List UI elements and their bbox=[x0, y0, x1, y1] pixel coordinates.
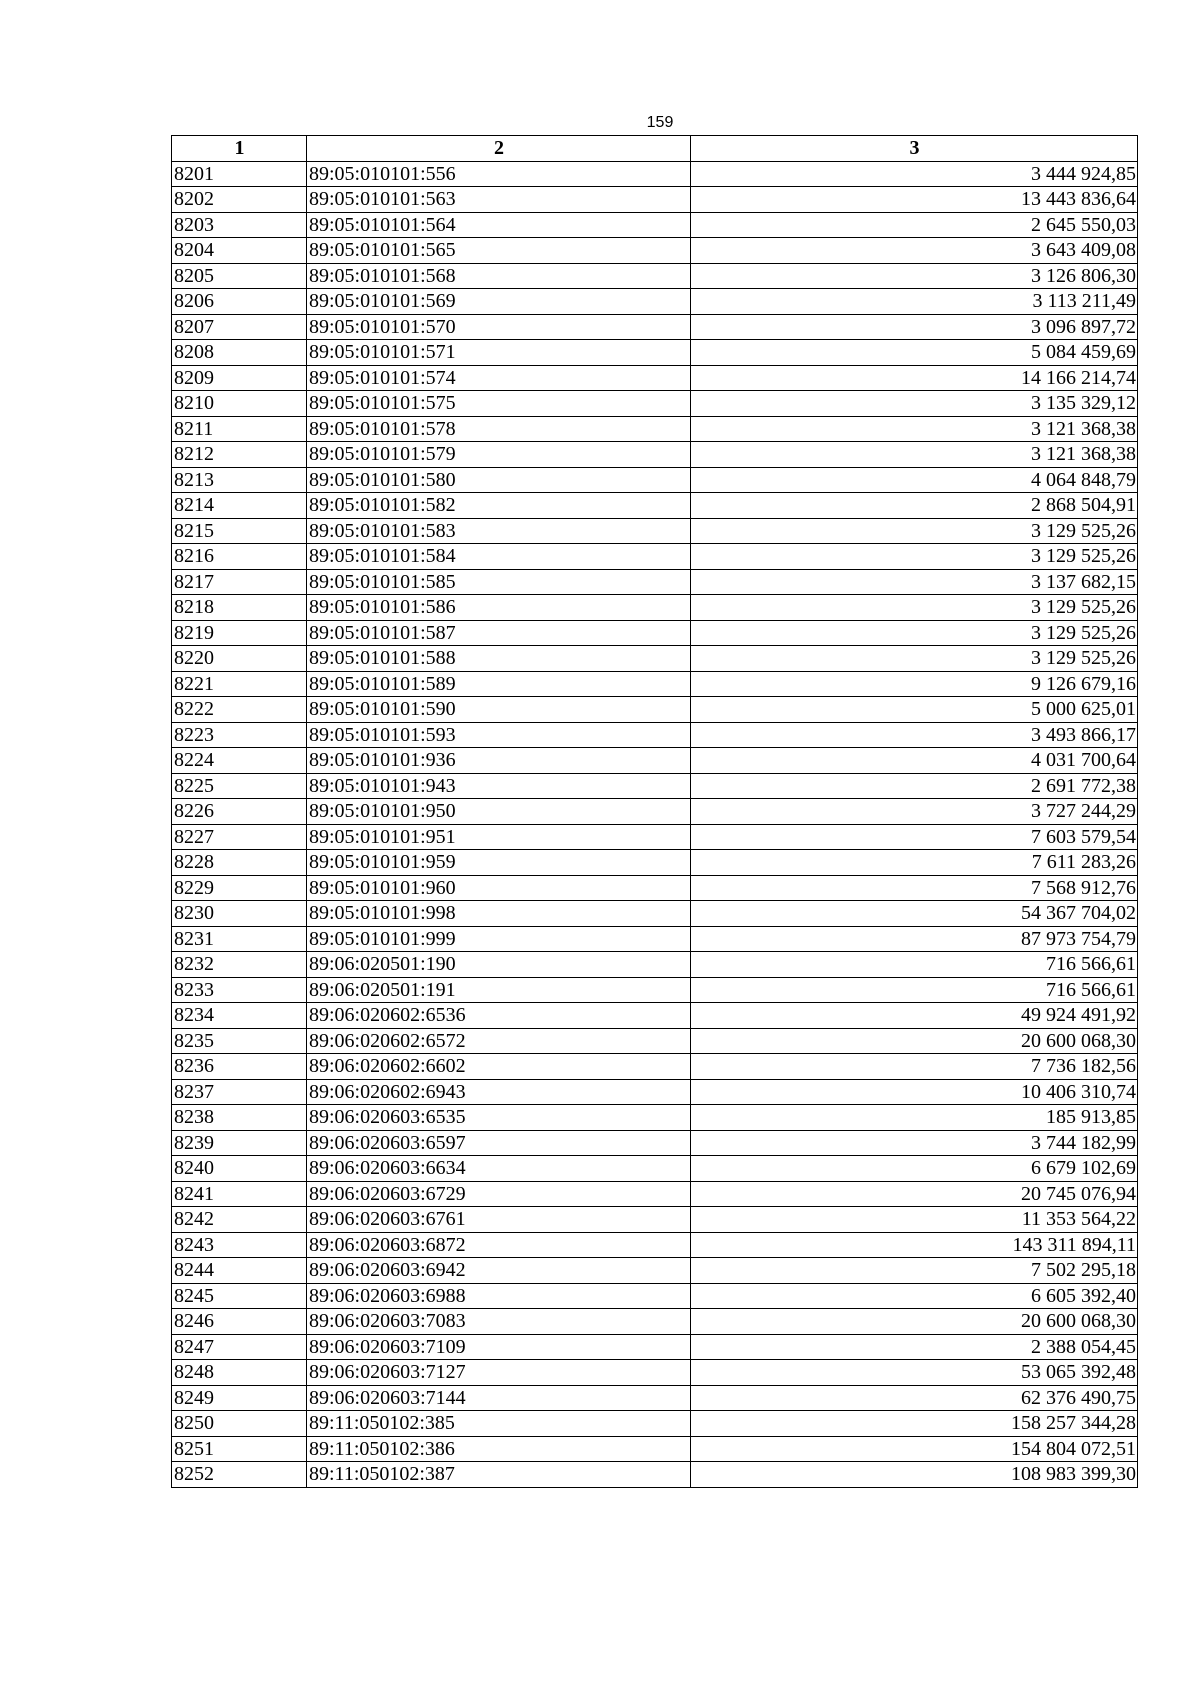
cadastral-number-cell: 89:05:010101:959 bbox=[307, 850, 691, 876]
cadastral-number-cell: 89:05:010101:569 bbox=[307, 289, 691, 315]
cadastral-number-cell: 89:05:010101:950 bbox=[307, 799, 691, 825]
value-cell: 2 868 504,91 bbox=[691, 493, 1138, 519]
table-row bbox=[172, 1130, 1138, 1156]
row-number-cell: 8210 bbox=[172, 391, 307, 417]
value-cell: 20 600 068,30 bbox=[691, 1309, 1138, 1335]
row-number-cell: 8227 bbox=[172, 824, 307, 850]
table-row bbox=[172, 1462, 1138, 1488]
table-row bbox=[172, 212, 1138, 238]
row-number-cell: 8252 bbox=[172, 1462, 307, 1488]
table-row bbox=[172, 671, 1138, 697]
row-number-cell: 8245 bbox=[172, 1283, 307, 1309]
table-header bbox=[172, 136, 1138, 162]
table-row bbox=[172, 595, 1138, 621]
cadastral-number-cell: 89:06:020603:6942 bbox=[307, 1258, 691, 1284]
value-cell: 3 121 368,38 bbox=[691, 442, 1138, 468]
table-row bbox=[172, 467, 1138, 493]
row-number-cell: 8229 bbox=[172, 875, 307, 901]
cadastral-number-cell: 89:05:010101:582 bbox=[307, 493, 691, 519]
value-cell: 14 166 214,74 bbox=[691, 365, 1138, 391]
cadastral-number-cell: 89:06:020501:190 bbox=[307, 952, 691, 978]
table-row bbox=[172, 875, 1138, 901]
cadastral-number-cell: 89:06:020603:6634 bbox=[307, 1156, 691, 1182]
column-header-2: 2 bbox=[307, 136, 691, 162]
table-row bbox=[172, 1411, 1138, 1437]
cadastral-number-cell: 89:06:020603:7109 bbox=[307, 1334, 691, 1360]
table-row bbox=[172, 1436, 1138, 1462]
row-number-cell: 8240 bbox=[172, 1156, 307, 1182]
value-cell: 49 924 491,92 bbox=[691, 1003, 1138, 1029]
cadastral-number-cell: 89:06:020603:6988 bbox=[307, 1283, 691, 1309]
row-number-cell: 8213 bbox=[172, 467, 307, 493]
row-number-cell: 8216 bbox=[172, 544, 307, 570]
value-cell: 87 973 754,79 bbox=[691, 926, 1138, 952]
row-number-cell: 8247 bbox=[172, 1334, 307, 1360]
row-number-cell: 8225 bbox=[172, 773, 307, 799]
cadastral-number-cell: 89:05:010101:588 bbox=[307, 646, 691, 672]
table-row bbox=[172, 416, 1138, 442]
table-row bbox=[172, 289, 1138, 315]
cadastral-number-cell: 89:06:020603:6761 bbox=[307, 1207, 691, 1233]
cadastral-number-cell: 89:05:010101:575 bbox=[307, 391, 691, 417]
table-row bbox=[172, 1309, 1138, 1335]
row-number-cell: 8238 bbox=[172, 1105, 307, 1131]
row-number-cell: 8250 bbox=[172, 1411, 307, 1437]
row-number-cell: 8241 bbox=[172, 1181, 307, 1207]
table-row bbox=[172, 1028, 1138, 1054]
row-number-cell: 8226 bbox=[172, 799, 307, 825]
table-row bbox=[172, 799, 1138, 825]
value-cell: 3 129 525,26 bbox=[691, 595, 1138, 621]
row-number-cell: 8251 bbox=[172, 1436, 307, 1462]
row-number-cell: 8201 bbox=[172, 161, 307, 187]
cadastral-number-cell: 89:06:020603:6597 bbox=[307, 1130, 691, 1156]
cadastral-number-cell: 89:05:010101:998 bbox=[307, 901, 691, 927]
value-cell: 716 566,61 bbox=[691, 952, 1138, 978]
cadastral-number-cell: 89:05:010101:589 bbox=[307, 671, 691, 697]
row-number-cell: 8208 bbox=[172, 340, 307, 366]
table-row bbox=[172, 1054, 1138, 1080]
value-cell: 6 679 102,69 bbox=[691, 1156, 1138, 1182]
value-cell: 3 137 682,15 bbox=[691, 569, 1138, 595]
cadastral-number-cell: 89:05:010101:960 bbox=[307, 875, 691, 901]
row-number-cell: 8248 bbox=[172, 1360, 307, 1386]
value-cell: 53 065 392,48 bbox=[691, 1360, 1138, 1386]
value-cell: 11 353 564,22 bbox=[691, 1207, 1138, 1233]
cadastral-number-cell: 89:06:020603:7144 bbox=[307, 1385, 691, 1411]
value-cell: 3 129 525,26 bbox=[691, 518, 1138, 544]
table-row bbox=[172, 391, 1138, 417]
cadastral-number-cell: 89:06:020602:6536 bbox=[307, 1003, 691, 1029]
table-row bbox=[172, 1156, 1138, 1182]
row-number-cell: 8231 bbox=[172, 926, 307, 952]
value-cell: 10 406 310,74 bbox=[691, 1079, 1138, 1105]
value-cell: 3 643 409,08 bbox=[691, 238, 1138, 264]
row-number-cell: 8246 bbox=[172, 1309, 307, 1335]
table-row bbox=[172, 1283, 1138, 1309]
value-cell: 6 605 392,40 bbox=[691, 1283, 1138, 1309]
cadastral-number-cell: 89:05:010101:570 bbox=[307, 314, 691, 340]
cadastral-number-cell: 89:05:010101:571 bbox=[307, 340, 691, 366]
page-number: 159 bbox=[646, 114, 674, 131]
table-row bbox=[172, 544, 1138, 570]
cadastral-number-cell: 89:05:010101:951 bbox=[307, 824, 691, 850]
row-number-cell: 8207 bbox=[172, 314, 307, 340]
table-row bbox=[172, 161, 1138, 187]
value-cell: 5 084 459,69 bbox=[691, 340, 1138, 366]
value-cell: 716 566,61 bbox=[691, 977, 1138, 1003]
cadastral-number-cell: 89:05:010101:590 bbox=[307, 697, 691, 723]
table-row bbox=[172, 722, 1138, 748]
table-row bbox=[172, 850, 1138, 876]
table-row bbox=[172, 1181, 1138, 1207]
value-cell: 3 444 924,85 bbox=[691, 161, 1138, 187]
value-cell: 2 691 772,38 bbox=[691, 773, 1138, 799]
table-body bbox=[172, 161, 1138, 1487]
value-cell: 3 744 182,99 bbox=[691, 1130, 1138, 1156]
value-cell: 7 502 295,18 bbox=[691, 1258, 1138, 1284]
value-cell: 7 603 579,54 bbox=[691, 824, 1138, 850]
cadastral-number-cell: 89:05:010101:943 bbox=[307, 773, 691, 799]
value-cell: 9 126 679,16 bbox=[691, 671, 1138, 697]
value-cell: 108 983 399,30 bbox=[691, 1462, 1138, 1488]
table-row bbox=[172, 977, 1138, 1003]
row-number-cell: 8222 bbox=[172, 697, 307, 723]
table-row bbox=[172, 187, 1138, 213]
row-number-cell: 8212 bbox=[172, 442, 307, 468]
value-cell: 4 064 848,79 bbox=[691, 467, 1138, 493]
value-cell: 62 376 490,75 bbox=[691, 1385, 1138, 1411]
cadastral-number-cell: 89:06:020602:6943 bbox=[307, 1079, 691, 1105]
header-row bbox=[172, 136, 1138, 162]
value-cell: 158 257 344,28 bbox=[691, 1411, 1138, 1437]
value-cell: 20 600 068,30 bbox=[691, 1028, 1138, 1054]
cadastral-number-cell: 89:05:010101:563 bbox=[307, 187, 691, 213]
value-cell: 143 311 894,11 bbox=[691, 1232, 1138, 1258]
value-cell: 54 367 704,02 bbox=[691, 901, 1138, 927]
column-header-3: 3 bbox=[691, 136, 1138, 162]
row-number-cell: 8237 bbox=[172, 1079, 307, 1105]
cadastral-number-cell: 89:05:010101:568 bbox=[307, 263, 691, 289]
cadastral-number-cell: 89:06:020603:7127 bbox=[307, 1360, 691, 1386]
cadastral-number-cell: 89:11:050102:385 bbox=[307, 1411, 691, 1437]
cadastral-number-cell: 89:05:010101:579 bbox=[307, 442, 691, 468]
table-row bbox=[172, 901, 1138, 927]
row-number-cell: 8214 bbox=[172, 493, 307, 519]
row-number-cell: 8239 bbox=[172, 1130, 307, 1156]
value-cell: 13 443 836,64 bbox=[691, 187, 1138, 213]
table-row bbox=[172, 569, 1138, 595]
row-number-cell: 8224 bbox=[172, 748, 307, 774]
row-number-cell: 8228 bbox=[172, 850, 307, 876]
cadastral-number-cell: 89:05:010101:587 bbox=[307, 620, 691, 646]
cadastral-number-cell: 89:06:020603:6872 bbox=[307, 1232, 691, 1258]
table-row bbox=[172, 926, 1138, 952]
row-number-cell: 8209 bbox=[172, 365, 307, 391]
value-cell: 3 096 897,72 bbox=[691, 314, 1138, 340]
cadastral-number-cell: 89:06:020602:6572 bbox=[307, 1028, 691, 1054]
cadastral-number-cell: 89:05:010101:564 bbox=[307, 212, 691, 238]
table-row bbox=[172, 1360, 1138, 1386]
table-row bbox=[172, 748, 1138, 774]
registry-table bbox=[171, 135, 1138, 1488]
row-number-cell: 8217 bbox=[172, 569, 307, 595]
table-row bbox=[172, 1105, 1138, 1131]
value-cell: 154 804 072,51 bbox=[691, 1436, 1138, 1462]
table-row bbox=[172, 1334, 1138, 1360]
table-row bbox=[172, 824, 1138, 850]
table-row bbox=[172, 1003, 1138, 1029]
table-row bbox=[172, 238, 1138, 264]
value-cell: 3 129 525,26 bbox=[691, 544, 1138, 570]
table-row bbox=[172, 1079, 1138, 1105]
cadastral-number-cell: 89:05:010101:936 bbox=[307, 748, 691, 774]
cadastral-number-cell: 89:05:010101:565 bbox=[307, 238, 691, 264]
cadastral-number-cell: 89:11:050102:386 bbox=[307, 1436, 691, 1462]
value-cell: 7 568 912,76 bbox=[691, 875, 1138, 901]
cadastral-number-cell: 89:05:010101:585 bbox=[307, 569, 691, 595]
table-row bbox=[172, 697, 1138, 723]
row-number-cell: 8236 bbox=[172, 1054, 307, 1080]
row-number-cell: 8211 bbox=[172, 416, 307, 442]
cadastral-number-cell: 89:05:010101:574 bbox=[307, 365, 691, 391]
row-number-cell: 8206 bbox=[172, 289, 307, 315]
row-number-cell: 8233 bbox=[172, 977, 307, 1003]
row-number-cell: 8223 bbox=[172, 722, 307, 748]
value-cell: 185 913,85 bbox=[691, 1105, 1138, 1131]
table-row bbox=[172, 620, 1138, 646]
cadastral-number-cell: 89:06:020603:6729 bbox=[307, 1181, 691, 1207]
row-number-cell: 8234 bbox=[172, 1003, 307, 1029]
value-cell: 20 745 076,94 bbox=[691, 1181, 1138, 1207]
value-cell: 5 000 625,01 bbox=[691, 697, 1138, 723]
table-row bbox=[172, 493, 1138, 519]
cadastral-number-cell: 89:05:010101:580 bbox=[307, 467, 691, 493]
cadastral-number-cell: 89:06:020603:6535 bbox=[307, 1105, 691, 1131]
cadastral-number-cell: 89:06:020602:6602 bbox=[307, 1054, 691, 1080]
value-cell: 3 129 525,26 bbox=[691, 646, 1138, 672]
value-cell: 3 129 525,26 bbox=[691, 620, 1138, 646]
table-row bbox=[172, 314, 1138, 340]
row-number-cell: 8249 bbox=[172, 1385, 307, 1411]
table-row bbox=[172, 1207, 1138, 1233]
value-cell: 3 135 329,12 bbox=[691, 391, 1138, 417]
cadastral-number-cell: 89:05:010101:593 bbox=[307, 722, 691, 748]
table-row bbox=[172, 1258, 1138, 1284]
row-number-cell: 8219 bbox=[172, 620, 307, 646]
value-cell: 7 736 182,56 bbox=[691, 1054, 1138, 1080]
row-number-cell: 8232 bbox=[172, 952, 307, 978]
table-row bbox=[172, 442, 1138, 468]
value-cell: 2 645 550,03 bbox=[691, 212, 1138, 238]
row-number-cell: 8204 bbox=[172, 238, 307, 264]
row-number-cell: 8243 bbox=[172, 1232, 307, 1258]
value-cell: 3 126 806,30 bbox=[691, 263, 1138, 289]
row-number-cell: 8242 bbox=[172, 1207, 307, 1233]
cadastral-number-cell: 89:06:020603:7083 bbox=[307, 1309, 691, 1335]
cadastral-number-cell: 89:05:010101:584 bbox=[307, 544, 691, 570]
table-row bbox=[172, 1385, 1138, 1411]
row-number-cell: 8235 bbox=[172, 1028, 307, 1054]
cadastral-number-cell: 89:05:010101:583 bbox=[307, 518, 691, 544]
row-number-cell: 8218 bbox=[172, 595, 307, 621]
value-cell: 7 611 283,26 bbox=[691, 850, 1138, 876]
table-row bbox=[172, 340, 1138, 366]
row-number-cell: 8220 bbox=[172, 646, 307, 672]
cadastral-number-cell: 89:05:010101:578 bbox=[307, 416, 691, 442]
table-row bbox=[172, 518, 1138, 544]
value-cell: 2 388 054,45 bbox=[691, 1334, 1138, 1360]
table-row bbox=[172, 773, 1138, 799]
cadastral-number-cell: 89:05:010101:586 bbox=[307, 595, 691, 621]
row-number-cell: 8205 bbox=[172, 263, 307, 289]
value-cell: 3 121 368,38 bbox=[691, 416, 1138, 442]
table-row bbox=[172, 646, 1138, 672]
row-number-cell: 8215 bbox=[172, 518, 307, 544]
table-row bbox=[172, 263, 1138, 289]
table-row bbox=[172, 1232, 1138, 1258]
value-cell: 4 031 700,64 bbox=[691, 748, 1138, 774]
cadastral-number-cell: 89:06:020501:191 bbox=[307, 977, 691, 1003]
column-header-1: 1 bbox=[172, 136, 307, 162]
row-number-cell: 8244 bbox=[172, 1258, 307, 1284]
row-number-cell: 8230 bbox=[172, 901, 307, 927]
table-row bbox=[172, 365, 1138, 391]
cadastral-number-cell: 89:11:050102:387 bbox=[307, 1462, 691, 1488]
value-cell: 3 727 244,29 bbox=[691, 799, 1138, 825]
value-cell: 3 493 866,17 bbox=[691, 722, 1138, 748]
row-number-cell: 8221 bbox=[172, 671, 307, 697]
row-number-cell: 8202 bbox=[172, 187, 307, 213]
cadastral-number-cell: 89:05:010101:556 bbox=[307, 161, 691, 187]
value-cell: 3 113 211,49 bbox=[691, 289, 1138, 315]
cadastral-number-cell: 89:05:010101:999 bbox=[307, 926, 691, 952]
table-row bbox=[172, 952, 1138, 978]
row-number-cell: 8203 bbox=[172, 212, 307, 238]
